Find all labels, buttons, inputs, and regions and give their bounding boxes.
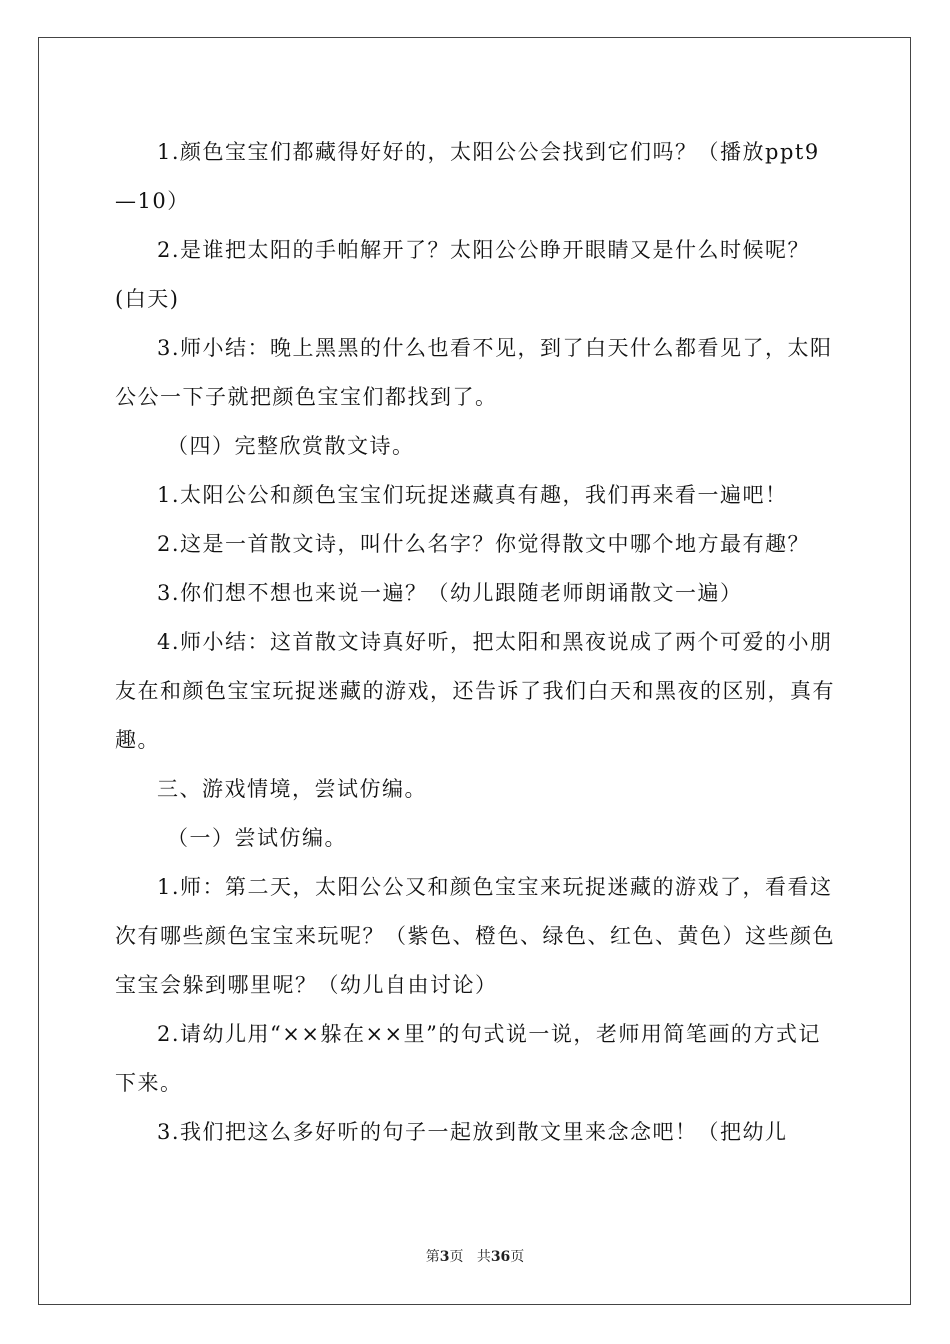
paragraph: 1.太阳公公和颜色宝宝们玩捉迷藏真有趣，我们再来看一遍吧！	[157, 483, 788, 507]
total-pages: 36	[490, 1249, 511, 1265]
section-heading: （四）完整欣赏散文诗。	[167, 434, 415, 458]
section-heading: （一）尝试仿编。	[167, 826, 347, 850]
paragraph: 1.颜色宝宝们都藏得好好的，太阳公公会找到它们吗？（播放ppt9—10）	[115, 140, 820, 213]
paragraph: 3.师小结：晚上黑黑的什么也看不见，到了白天什么都看见了，太阳公公一下子就把颜色宝宝们都找到了。	[115, 336, 833, 409]
paragraph: 3.我们把这么多好听的句子一起放到散文里来念念吧！（把幼儿	[157, 1120, 788, 1144]
total-prefix: 共	[476, 1249, 491, 1265]
paragraph: 2.这是一首散文诗，叫什么名字？你觉得散文中哪个地方最有趣？	[157, 532, 811, 556]
paragraph: 2.请幼儿用“××躲在××里”的句式说一说，老师用简笔画的方式记下来。	[115, 1022, 821, 1095]
section-heading: 三、游戏情境，尝试仿编。	[157, 777, 427, 801]
document-body	[115, 128, 835, 1157]
paragraph: 1.师：第二天，太阳公公又和颜色宝宝来玩捉迷藏的游戏了，看看这次有哪些颜色宝宝来玩呢？（紫色、橙色、绿色、红色、黄色）这些颜色宝宝会躲到哪里呢？（幼儿自由讨论）	[115, 875, 835, 997]
page-number: 3	[439, 1249, 450, 1265]
page-footer	[0, 1246, 950, 1266]
paragraph: 3.你们想不想也来说一遍？（幼儿跟随老师朗诵散文一遍）	[157, 581, 743, 605]
total-suffix: 页	[510, 1249, 525, 1265]
paragraph: 4.师小结：这首散文诗真好听，把太阳和黑夜说成了两个可爱的小朋友在和颜色宝宝玩捉迷藏的游戏，还告诉了我们白天和黑夜的区别，真有趣。	[115, 630, 835, 752]
page-suffix: 页	[449, 1249, 464, 1265]
page-prefix: 第	[425, 1249, 440, 1265]
paragraph: 2.是谁把太阳的手帕解开了？太阳公公睁开眼睛又是什么时候呢？(白天)	[115, 238, 811, 311]
